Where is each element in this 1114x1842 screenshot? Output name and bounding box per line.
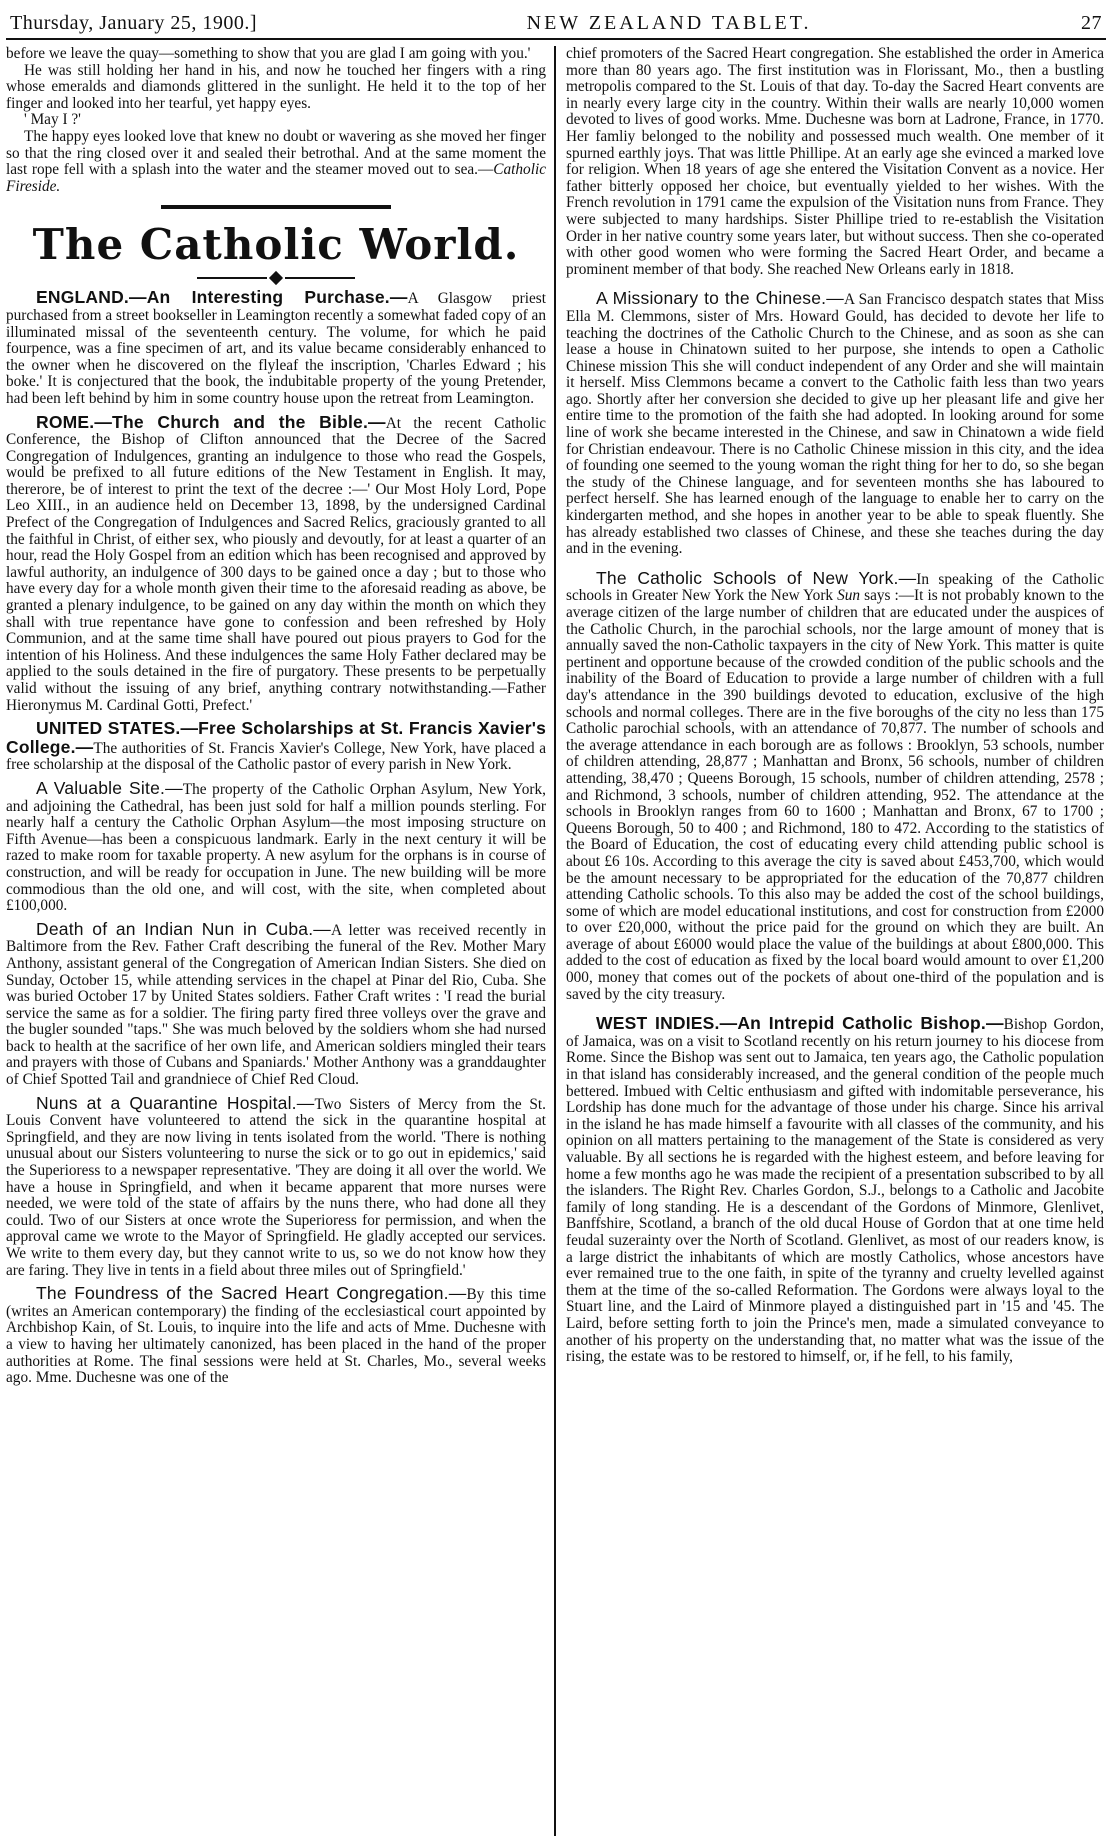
article xyxy=(566,290,1104,558)
article-heading: A Missionary to the Chinese.— xyxy=(596,288,844,309)
left-column xyxy=(6,46,554,1836)
separator-rule xyxy=(161,205,391,209)
ornament-divider xyxy=(6,273,546,283)
article xyxy=(566,1015,1104,1365)
article-heading: Death of an Indian Nun in Cuba.— xyxy=(36,918,331,939)
article-heading: A Valuable Site.— xyxy=(36,777,183,798)
article-body: Two Sisters of Mercy from the St. Louis Convent have volunteered to attend the sick in the quarantine hospital at Springfield, and they are now living in tents isolated from the world. 'There is nothing unusual about our Sisters volunteering to nurse the sick or to go out in epidemics,' said the Superioress to a newspaper representative. 'They are doing it all over the world. We have a house in Springfield, and when it became apparent that more nurses were needed, we were told of the state of affairs by the nuns there, who had done all they could. Two of our Sisters at once wrote the Superioress for permission, and when the approval came we wrote to the Mayor of Springfield. He gladly accepted our services. We write to them every day, but they cannot write to us, so we do not know how they are faring. They live in tents in a field about three miles out of Springfield.' xyxy=(6,1095,546,1279)
intro-paragraph xyxy=(6,129,546,195)
intro-paragraph: ' May I ?' xyxy=(24,111,81,129)
article xyxy=(566,567,1104,1003)
article-paragraph xyxy=(566,567,1104,1003)
article-heading: WEST INDIES.—An Intrepid Catholic Bishop.— xyxy=(596,1013,1004,1034)
article xyxy=(6,777,546,915)
article-body-pre: In speaking of the Catholic schools in Greater New York the New York xyxy=(566,570,1104,605)
article-body: A Glasgow priest purchased from a street bookseller in Leamington recently a somewhat faded copy of an illuminated missal of the seventeenth century. The volume, for which he paid fourpence, was a fine specimen of art, and its value became considerably enhanced to the owner when he discovered on the flyleaf the inscription, 'Charles Edward ; his boke.' It is conjectured that the book, the indubitable property of the young Pretender, had been left behind by him in some country house upon the retreat from Leamington. xyxy=(6,290,546,407)
article-heading: UNITED STATES.—Free Scholarships at St. Francis Xavier's College.— xyxy=(6,718,546,757)
article-body: A San Francisco despatch states that Miss Ella M. Clemmons, sister of Mrs. Howard Gould, has decided to devote her life to teaching the doctrines of the Catholic Church to the Chinese, and as soon as she can lease a house in Chinatown suited to her purpose, she intends to open a Catholic Chinese mission This she will conduct independent of any Order and she will maintain it herself. Miss Clemmons became a convert to the Catholic faith less than two years ago. Shortly after her conversion she decided to give up her pleasant life and give her entire time to the promotion of the faith she had adopted. In looking around for some line of work she became interested in the Chinese, and saw in Chinatown a wide field for Christian endeavour. There is no Catholic Chinese mission in this city, and the idea of founding one seemed to the young woman the right thing for her to do, so she began the study of the Chinese language, and for seventeen months she has laboured to perfect herself. She has learned enough of the language to enable her to carry on the kindergarten method, and she hopes in another year to be able to speak fluently. She has already established two classes of Chinese, and these she teaches during the day and in the evening. xyxy=(566,291,1104,558)
article-paragraph xyxy=(6,1285,546,1387)
article-body: By this time (writes an American contemporary) the finding of the ecclesiastical court appointed by Archbishop Kain, of St. Louis, to inquire into the life and acts of Mme. Duchesne with a view to having her ultimately canonized, has been placed in the hand of the proper authorities at Rome. The final sessions were held at St. Charles, Mo., several weeks ago. Mme. Duchesne was one of the xyxy=(6,1286,546,1387)
article-paragraph xyxy=(6,720,546,774)
article-body: Bishop Gordon, of Jamaica, was on a visit to Scotland recently on his return journey to his diocese from Rome. Since the Bishop was sent out to Jamaica, ten years ago, the Catholic population in that island has considerably increased, and the general condition of the people much bettered. Imbued with Celtic enthusiasm and gifted with indomitable perseverance, his Lordship has done much for the advantage of those under his charge. Since his arrival in the island he has made himself a favourite with all classes of the community, and his opinion on all matters pertaining to the management of the State is considered as very valuable. By all sections he is regarded with the highest esteem, and before leaving for home a few months ago he was made the recipient of a presentation subscribed to by all the islanders. The Right Rev. Charles Gordon, S.J., belongs to a Catholic and Jacobite family of long standing. He is a descendant of the Gordons of Minmore, Glenlivet, Banffshire, Scotland, a branch of the old ducal House of Gordon that at one time held feudal suzerainty over the North of Scotland. Glenlivet, as most of our readers know, is a large district the inhabitants of which are mostly Catholics, whose ancestors have ever remained true to the one faith, in spite of the tyranny and cruelty levelled against them at the time of the so-called Reformation. The Gordons were always loyal to the Stuart line, and the Laird of Minmore played a distinguished part in '15 and '45. The Laird, before setting forth to join the Prince's men, made a simulated conveyance to another of his property on the understanding that, no matter what was the issue of the rising, the estate was to be restored to himself, or, if he fell, to his family, xyxy=(566,1016,1104,1366)
intro-source: Catholic Fireside. xyxy=(6,161,546,195)
ornament-line xyxy=(197,277,267,279)
article-paragraph xyxy=(6,289,546,407)
article-body: At the recent Catholic Conference, the Bishop of Clifton announced that the Decree of the Sacred Congregation of Indulgences, granting an indulgence to those who read the Gospels, would be prefixed to all future editions of the New Testament in English. It may, thererore, be of interest to print the text of the decree :—' Our Most Holy Lord, Pope Leo XIII., in an audience held on December 13, 1898, by the undersigned Cardinal Prefect of the Congregation of Indulgences and Sacred Relics, graciously granted to all the faithful in Christ, of either sex, who piously and devoutly, for at least a quarter of an hour, read the Holy Gospel from an edition which has been recognised and approved by lawful authority, an indulgence of 300 days to be gained once a day ; but to those who have every day for a whole month given their time to the aforesaid reading as above, be granted a plenary indulgence, to be gained on any day within the month on which they shall with true repentance have gone to confession and been refreshed by Holy Communion, and at the same time shall have poured out pious prayers to God for the intention of his Holiness. And these indulgences the same Holy Father declared may be applied to the souls detained in the fire of purgatory. These presents to be perpetually valid without the issuing of any brief, anything contrary notwithstanding.—Father Hieronymus M. Cardinal Gotti, Prefect.' xyxy=(6,414,546,714)
right-column xyxy=(556,46,1104,1836)
continuation-paragraph: chief promoters of the Sacred Heart congregation. She established the order in America more than 80 years ago. The first institution was in Florissant, Mo., then a bustling metropolis compared to the St. Louis of that day. To-day the Sacred Heart convents are in nearly every large city in the country. Within their walls are nearly 10,000 women devoted to lives of good works. Mme. Duchesne was born at Ladrone, France, in 1770. Her famliy belonged to the nobility and possessed much wealth. One member of it spurned earthly joys. That was little Phillipe. At an early age she evinced a marked love for religion. When 18 years of age she entered the Visitation Convent as a novice. Her father bitterly opposed her choice, but eventually yielded to her wishes. With the French revolution in 1791 came the expulsion of the Visitation nuns from France. They were subjected to many hardships. Sister Phillipe tried to re-establish the Visitation Order in her native country some years later, but without success. Then she co-operated with other good women who were forming the Sacred Heart Order, and became a prominent member of that body. She reached New Orleans early in 1818. xyxy=(566,46,1104,278)
section-title: The Catholic World. xyxy=(32,220,520,270)
publication-title: NEW ZEALAND TABLET. xyxy=(526,12,812,34)
article-heading: Nuns at a Quarantine Hospital.— xyxy=(36,1092,315,1113)
article-paragraph xyxy=(566,1015,1104,1365)
article-heading: The Foundress of the Sacred Heart Congregation.— xyxy=(36,1283,467,1304)
article-body: The property of the Catholic Orphan Asylum, New York, and adjoining the Cathedral, has been just sold for half a million pounds sterling. For nearly half a century the Catholic Orphan Asylum—the most imposing structure on Fifth Avenue—has been a conspicuous landmark. Early in the next century it will be razed to make room for taxable property. A new asylum for the orphans is in course of construction, and will be ready for occupation in June. The new building will be more commodious than the old one, and will cost, with the site, when completed about £100,000. xyxy=(6,780,546,915)
article-body: says :—It is not probably known to the average citizen of the large number of children that are educated under the auspices of the Catholic Church, in the parochial schools, nor the large amount of money that is annually saved the non-Catholic taxpayers in the city of New York. This matter is quite pertinent and opportune because of the crowded condition of the public schools and the inability of the Board of Education to provide a large number of children with a full day's attendance in the 390 buildings devoted to education, exclusive of the high schools and normal colleges. There are in the five boroughs of the city no less than 175 Catholic parochial schools, with an attendance of 70,877. The number of schools and the average attendance in each borough are as follows : Brooklyn, 53 schools, number of children attending, 28,877 ; Manhattan and Bronx, 56 schools, number of children attending, 38,470 ; Queens Borough, 15 schools, number of children attending, 2578 ; and Richmond, 3 schools, number of children attending, 952. The attendance at the schools in Brooklyn ranges from 60 to 1600 ; Manhattan and Bronx, 67 to 1700 ; Queens Borough, 50 to 400 ; and Richmond, 180 to 472. According to the statistics of the Board of Education, the cost of educating every child attending public school is about £6 10s. According to this average the city is saved about £453,700, which would be the amount necessary to be appropriated for the education of the 70,877 children attending Catholic schools. To this also may be added the cost of the school buildings, some of which are model educational institutions, and cost for construction from £2000 to over £20,000, without the price paid for the ground on which they are built. An average of about £6000 would place the value of the buildings at about £800,000. This added to the cost of education as fixed by the local board would amount to over £1,200 000, money that comes out of the pockets of about one-third of the population and is saved by the city treasury. xyxy=(566,587,1104,1003)
columns xyxy=(6,46,1106,1836)
article xyxy=(6,289,546,407)
article xyxy=(6,918,546,1089)
page-number: 27 xyxy=(1080,12,1102,34)
article-body: A letter was received recently in Baltimore from the Rev. Father Craft describing the funeral of the Rev. Mother Mary Anthony, assistant general of the Congregation of American Indian Sisters. She died on Sunday, October 15, while attending services in the chapel at Pinar del Rio, Cuba. She was buried October 17 by United States soldiers. Father Craft writes : 'I read the burial service the same as for a soldier. The firing party fired three volleys over the grave and the bugler sounded "taps." She was much beloved by the soldiers whom she had nursed back to health at the sacrifice of her own life, and American soldiers mingled their tears and prayers with those of Cubans and Spaniards.' Mother Anthony was a granddaughter of Chief Spotted Tail and grandniece of Chief Red Cloud. xyxy=(6,921,546,1089)
article-heading: ENGLAND.—An Interesting Purchase.— xyxy=(36,287,408,308)
article-paragraph xyxy=(6,777,546,915)
article-heading: The Catholic Schools of New York.— xyxy=(596,567,917,588)
article xyxy=(6,720,546,774)
article-heading: ROME.—The Church and the Bible.— xyxy=(36,411,386,432)
article-paragraph xyxy=(6,411,546,715)
issue-date: Thursday, January 25, 1900.] xyxy=(10,12,258,34)
article xyxy=(6,1285,546,1387)
intro-text: The happy eyes looked love that knew no doubt or wavering as she moved her finger so that the ring closed over it and sealed their betrothal. And at the same moment the last rope fell with a splash into the water and the steamer moved out to sea.— xyxy=(6,127,546,179)
article-paragraph xyxy=(6,918,546,1089)
intro-paragraph: before we leave the quay—something to show that you are glad I am going with you.' xyxy=(6,46,531,62)
article xyxy=(6,1092,546,1280)
article-paragraph xyxy=(566,290,1104,558)
ornament-line xyxy=(285,277,355,279)
diamond-icon xyxy=(269,271,283,285)
article-paragraph xyxy=(6,1092,546,1280)
masthead xyxy=(6,8,1106,40)
article-body: The authorities of St. Francis Xavier's College, New York, have placed a free scholarship at the disposal of the Catholic pastor of every parish in New York. xyxy=(6,739,546,774)
newspaper-name: Sun xyxy=(837,587,861,605)
article xyxy=(6,411,546,715)
intro-paragraph: He was still holding her hand in his, and now he touched her fingers with a ring whose emeralds and diamonds glittered in the sunlight. He held it to the top of her finger and looked into her tearful, yet happy eyes. xyxy=(6,61,546,112)
